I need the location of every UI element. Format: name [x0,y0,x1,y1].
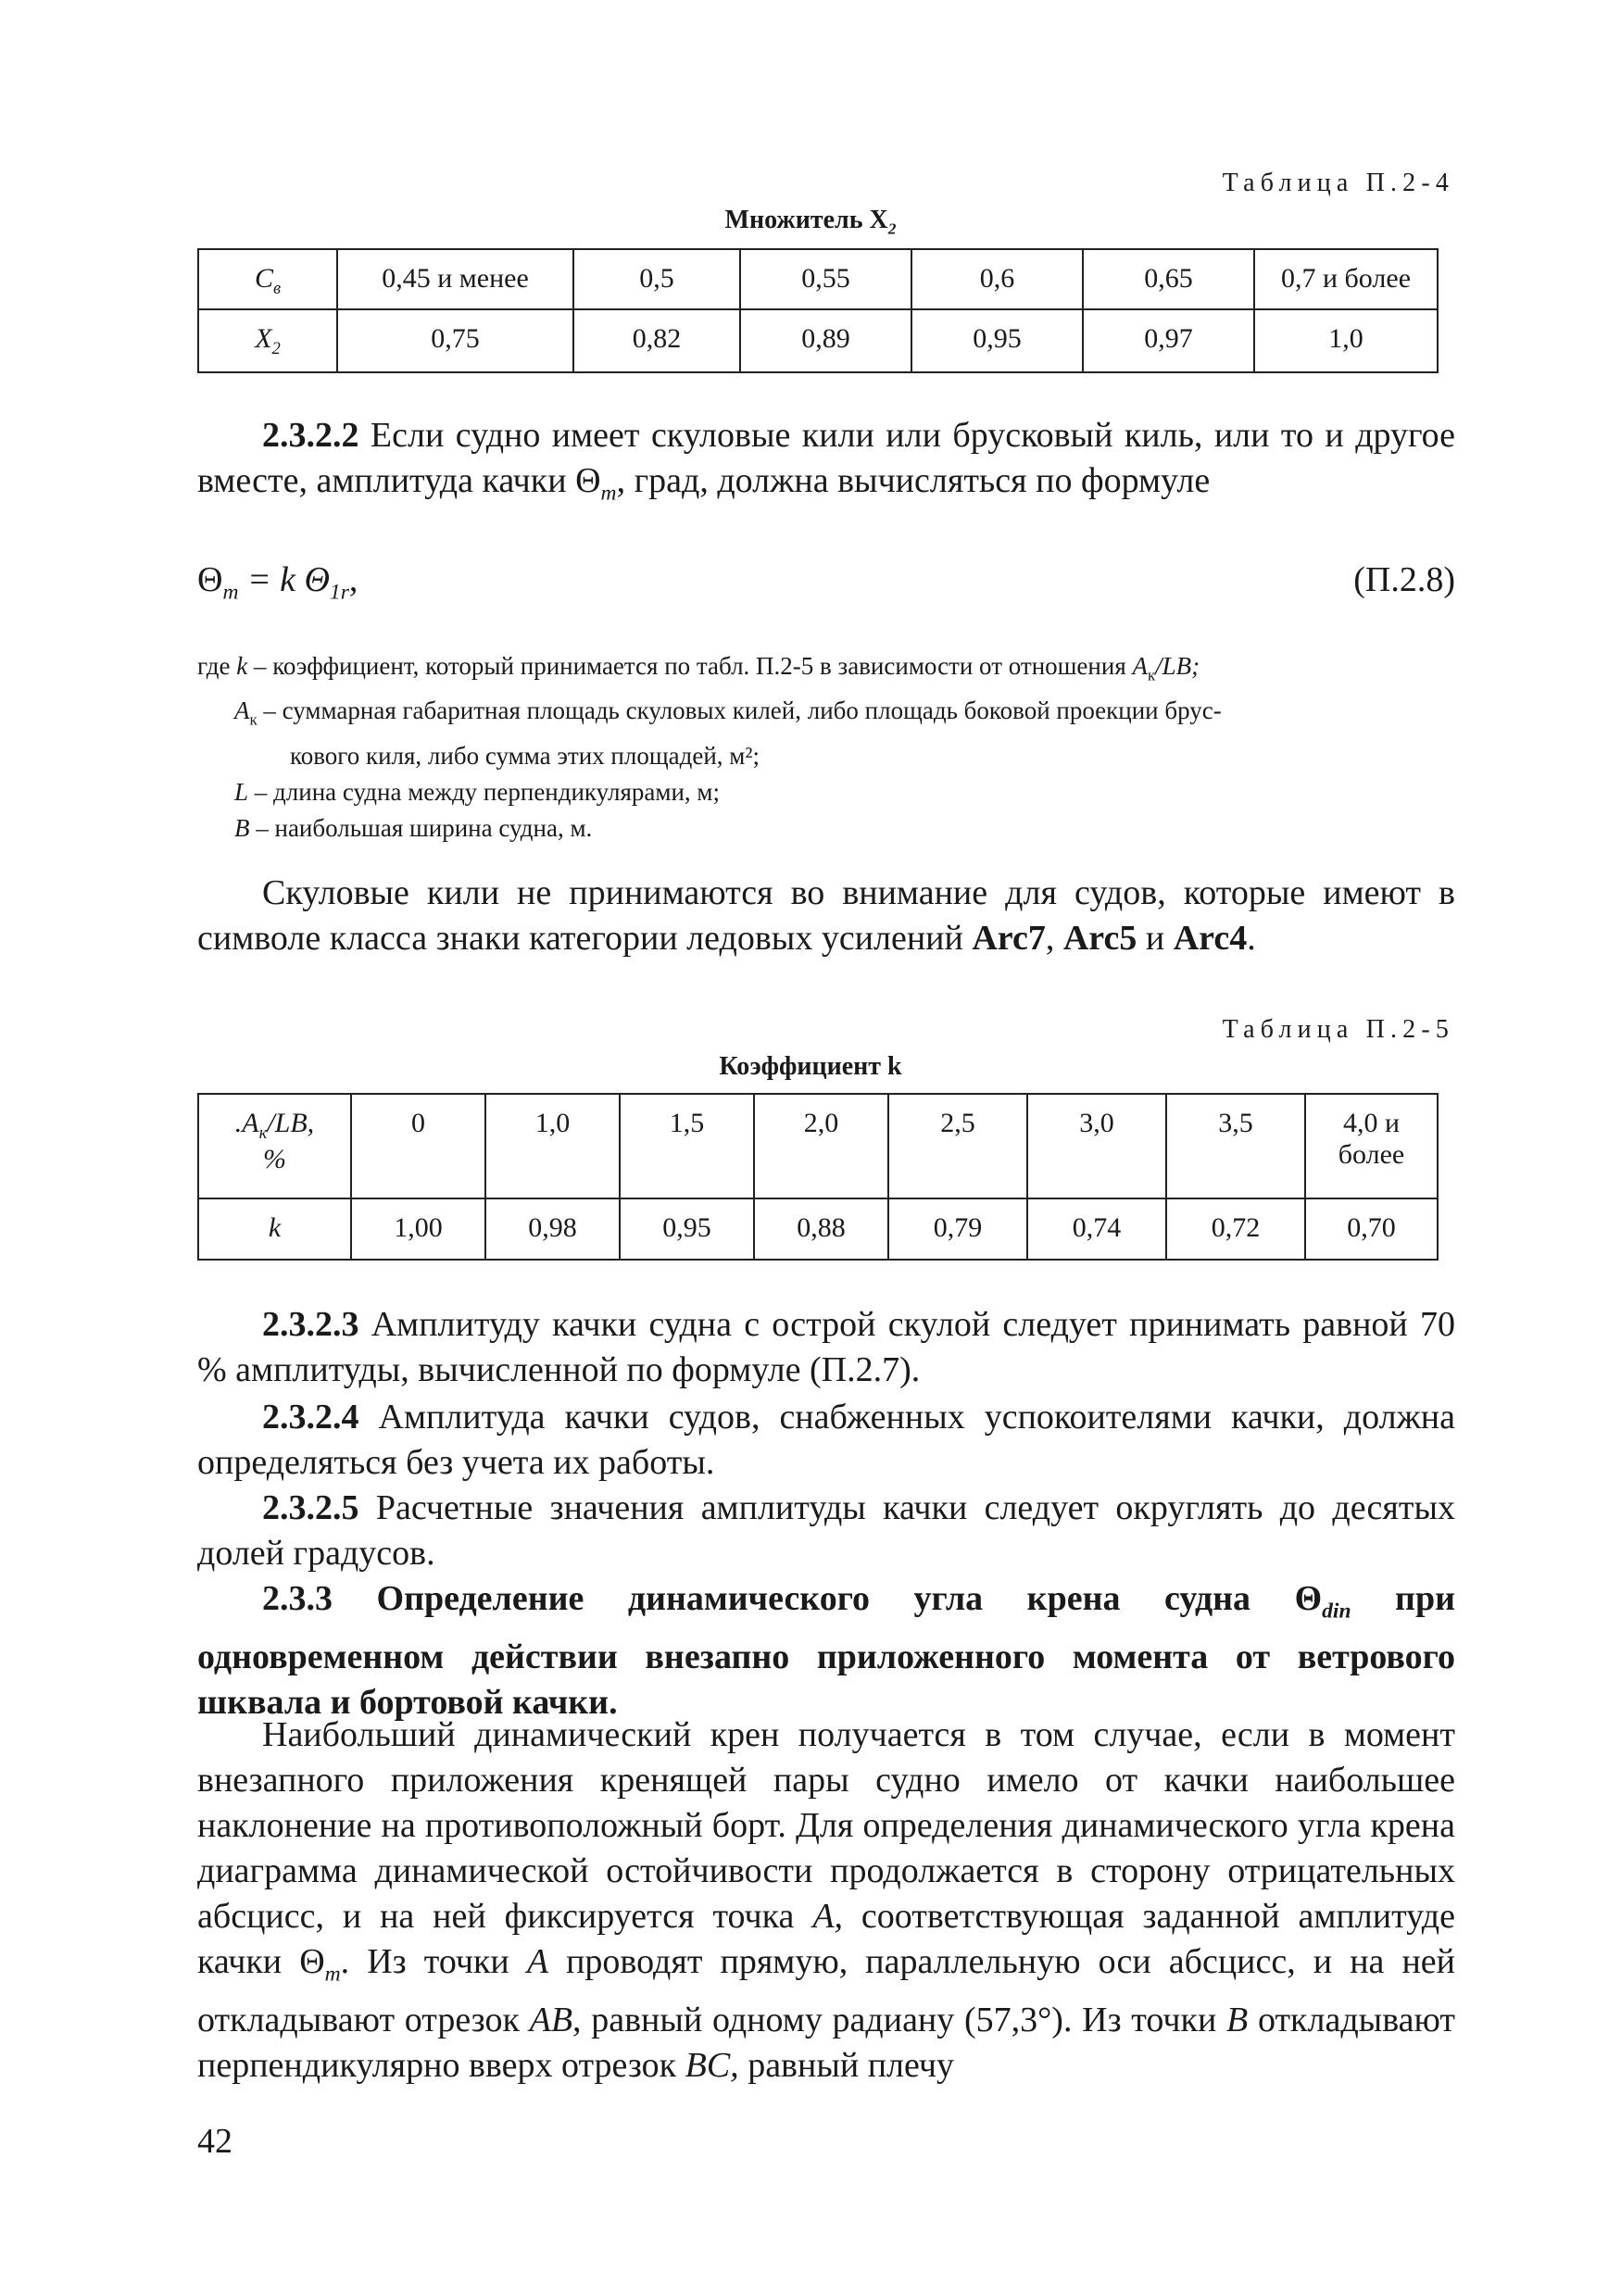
definition-l: L – длина судна между перпендикулярами, м; [234,777,720,806]
table-cell: 2,0 [754,1094,888,1198]
table-cell: 0,5 [573,249,740,309]
table-row [198,1094,1438,1198]
table-cell: 0,7 и более [1254,249,1438,309]
table-cell: 0,95 [911,309,1083,372]
coefficient-table [197,1093,1439,1261]
section-heading-2-3-3: 2.3.3 Определение динамического угла крена судна $\Theta_{din}$ при одновременном действии внезапно приложенного момента от ветрового шквала и бортовой качки. [197,1579,1455,1722]
table-cell: 1,5 [620,1094,754,1198]
table-cell: 3,0 [1027,1094,1166,1198]
paragraph-2-3-2-2: 2.3.2.2 Если судно имеет скуловые кили или брусковый киль, или то и другое вместе, амплитуда качки $\Theta_m$, град, должна вычисляться по формуле [197,416,1455,506]
table-cell: 0 [351,1094,485,1198]
table-cell: 0,79 [888,1198,1027,1260]
multiplier-table [197,248,1439,373]
table-caption: Множитель $X_2$ [724,206,897,238]
table-cell: 0,88 [754,1198,888,1260]
table-label: Таблица П.2-5 [1222,1015,1454,1044]
paragraph-ice-class: Скуловые кили не принимаются во внимание для судов, которые имеют в символе класса знаки категории ледовых усилений Arc7, Arc5 и Arc4. [197,873,1455,958]
table-cell: 0,55 [740,249,911,309]
table-cell: 1,0 [485,1094,620,1198]
table-cell: 0,98 [485,1198,620,1260]
table-cell: k [198,1198,351,1260]
table-cell: 0,65 [1083,249,1254,309]
definition-b: B – наибольшая ширина судна, м. [234,813,593,842]
table-cell: $X_2$ [198,309,337,372]
table-label: Таблица П.2-4 [1222,169,1454,197]
table-cell: 1,00 [351,1198,485,1260]
table-caption: Коэффициент k [719,1052,902,1081]
table-cell: 4,0 и более [1305,1094,1438,1198]
definition-ak-continued: кового киля, либо сумма этих площадей, м²; [290,741,760,770]
table-row [198,1198,1438,1260]
table-row [198,309,1438,372]
equation-number: (П.2.8) [1353,560,1455,599]
table-cell: 0,75 [337,309,573,372]
table-cell: 1,0 [1254,309,1438,372]
paragraph-2-3-2-4: 2.3.2.4 Амплитуда качки судов, снабженных успокоителями качки, должна определяться без учета их работы. [197,1398,1455,1482]
table-cell: $C_в$ [198,249,337,309]
table-cell: 0,97 [1083,309,1254,372]
definition-k: где k – коэффициент, который принимается по табл. П.2-5 в зависимости от отношения $A_к/LB$; [197,652,1200,684]
table-cell: 0,6 [911,249,1083,309]
table-cell: 0,74 [1027,1198,1166,1260]
definition-ak: $A_к$ – суммарная габаритная площадь скуловых килей, либо площадь боковой проекции брус- [234,696,1222,729]
table-cell: 0,45 и менее [337,249,573,309]
table-cell: 0,82 [573,309,740,372]
paragraph-2-3-2-3: 2.3.2.3 Амплитуду качки судна с острой скулой следует принимать равной 70 % амплитуды, вычисленной по формуле (П.2.7). [197,1305,1455,1389]
formula-p-2-8: $\Theta_m = k$ $\Theta_{1r}$, (П.2.8) [197,560,1455,605]
table-cell: 0,89 [740,309,911,372]
symbol-definitions [197,648,1455,847]
table-cell: 0,72 [1166,1198,1305,1260]
table-cell: 0,70 [1305,1198,1438,1260]
table-cell: $.A_к/LB$, % [198,1094,351,1198]
table-cell: 0,95 [620,1198,754,1260]
table-cell: 2,5 [888,1094,1027,1198]
page-number: 42 [197,2122,232,2161]
table-cell: 3,5 [1166,1094,1305,1198]
table-row [198,249,1438,309]
paragraph-dynamic-heel: Наибольший динамический крен получается в том случае, если в момент внезапного приложения кренящей пары судно имело от качки наибольшее наклонение на противоположный борт. Для определения динамического угла крена диаграмма динамической остойчивости продолжается в сторону отрицательных абсцисс, и на ней фиксируется точка A, соответствующая заданной амплитуде качки $\Theta_m$. Из точки A проводят прямую, параллельную оси абсцисс, и на ней откладывают отрезок AB, равный одному радиану (57,3°). Из точки B откладывают перпендикулярно вверх отрезок BC, равный плечу [197,1715,1456,2085]
paragraph-2-3-2-5: 2.3.2.5 Расчетные значения амплитуды качки следует округлять до десятых долей градусов. [197,1488,1455,1573]
